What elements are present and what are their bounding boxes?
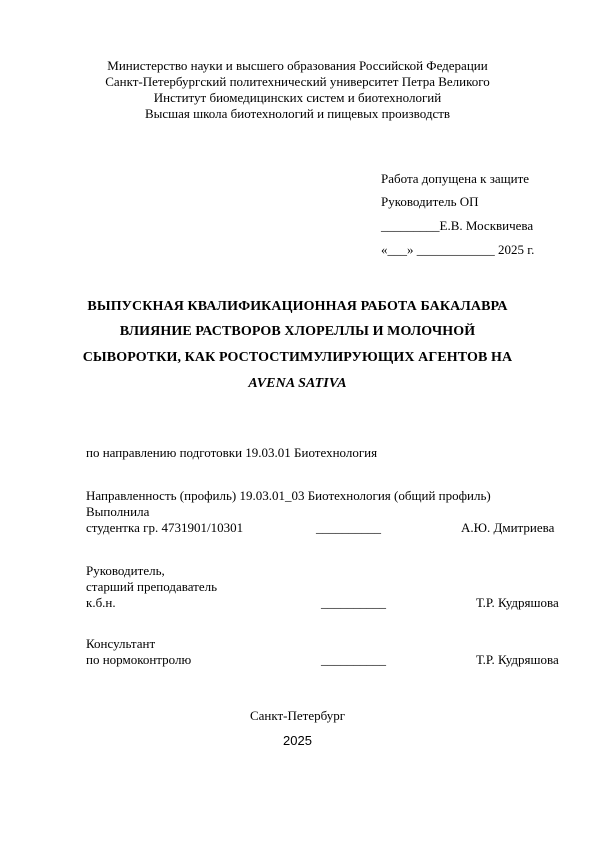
university-line: Санкт-Петербургский политехнический университет Петра Великого [105, 74, 490, 89]
institute-line: Институт биомедицинских систем и биотехнологий [153, 90, 442, 105]
consultant-area: по нормоконтролю [86, 652, 192, 667]
performed-by-label: Выполнила [86, 504, 150, 519]
training-profile: Направленность (профиль) 19.03.01_03 Биотехнология (общий профиль) [86, 488, 491, 503]
school-line: Высшая школа биотехнологий и пищевых производств [144, 106, 451, 121]
supervisor-degree: к.б.н. [86, 595, 116, 610]
city: Санкт-Петербург [249, 708, 346, 723]
supervisor-signature-line: __________ [321, 595, 386, 610]
thesis-title-line-1: ВЛИЯНИЕ РАСТВОРОВ ХЛОРЕЛЛЫ И МОЛОЧНОЙ [119, 324, 476, 339]
consultant-signature-line: __________ [321, 652, 386, 667]
consultant-name: Т.Р. Кудряшова [476, 652, 559, 667]
program-head-signature: _________Е.В. Москвичева [381, 218, 534, 233]
admitted-to-defense: Работа допущена к защите [381, 171, 530, 186]
supervisor-role: Руководитель, [86, 563, 165, 578]
supervisor-name: Т.Р. Кудряшова [476, 595, 559, 610]
student-name: А.Ю. Дмитриева [461, 520, 555, 535]
thesis-title-line-2: СЫВОРОТКИ, КАК РОСТОСТИМУЛИРУЮЩИХ АГЕНТОВ НА [82, 350, 513, 365]
ministry-line: Министерство науки и высшего образования Российской Федерации [107, 58, 488, 73]
student-group: студентка гр. 4731901/10301 [86, 520, 244, 535]
year: 2025 [283, 733, 312, 748]
program-head-label: Руководитель ОП [381, 194, 479, 209]
training-direction: по направлению подготовки 19.03.01 Биотехнология [86, 445, 378, 460]
student-signature-line: __________ [316, 520, 381, 535]
thesis-title-line-3: AVENA SATIVA [248, 376, 347, 391]
supervisor-position: старший преподаватель [86, 579, 218, 594]
approval-date: «___» ____________ 2025 г. [381, 242, 535, 257]
consultant-role: Консультант [86, 636, 156, 651]
thesis-type: ВЫПУСКНАЯ КВАЛИФИКАЦИОННАЯ РАБОТА БАКАЛАВРА [87, 299, 508, 314]
